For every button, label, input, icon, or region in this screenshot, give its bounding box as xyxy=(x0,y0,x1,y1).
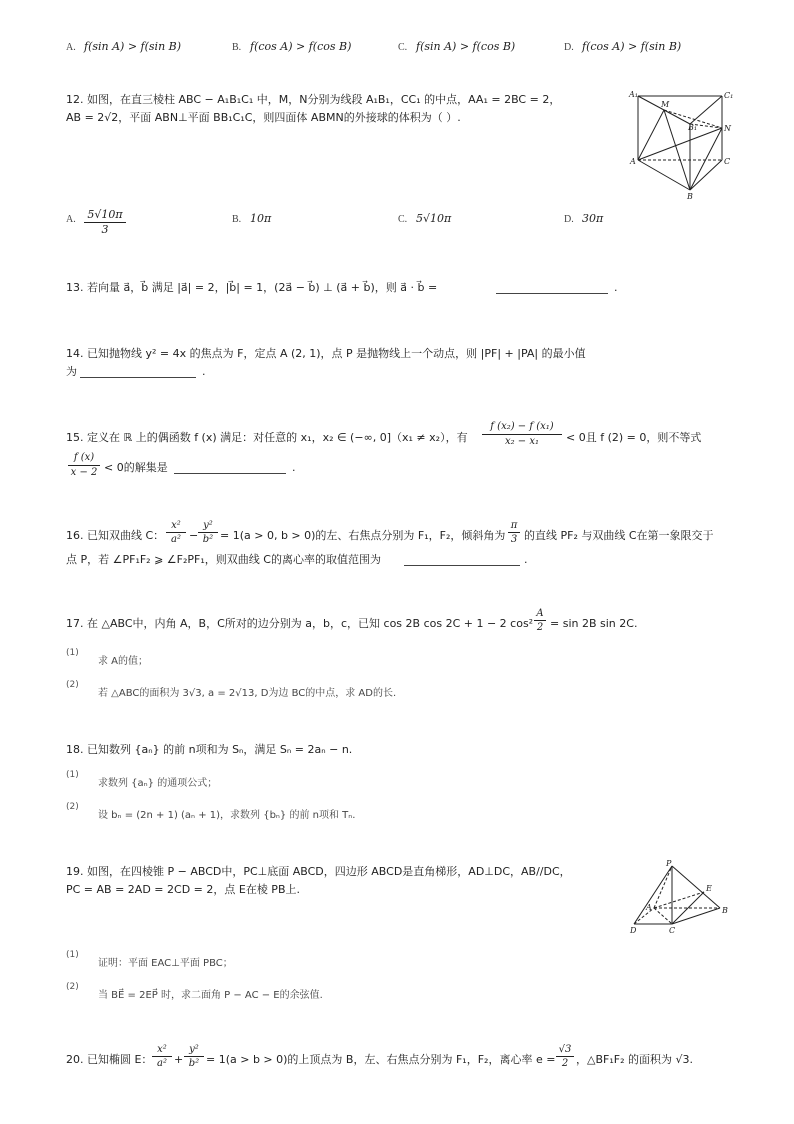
q20-post: ，△BF₁F₂ 的面积为 √3. xyxy=(576,1053,693,1066)
q16-pre: 16. 已知双曲线 C： xyxy=(66,529,165,542)
q16-fraction-angle xyxy=(508,519,520,546)
q12-option-c-letter: C. xyxy=(398,214,408,225)
q19-label-e: E xyxy=(706,884,712,893)
q20-fraction-x xyxy=(152,1043,172,1070)
q11-option-c-letter: C. xyxy=(398,42,408,53)
q13-answer-blank[interactable] xyxy=(496,282,608,294)
q15-end: . xyxy=(292,461,296,474)
q12-option-d-text[interactable]: 30π xyxy=(582,212,604,225)
q20-fraction-y-denominator: b² xyxy=(188,1058,200,1069)
q16-minus: − xyxy=(189,529,199,542)
q20-fraction-e xyxy=(556,1043,574,1070)
q16-line-2: 点 P，若 ∠PF₁F₂ ⩾ ∠F₂PF₁，则双曲线 C的离心率的取值范围为 xyxy=(66,553,381,566)
q16-fraction-y-numerator: y² xyxy=(198,519,218,533)
q12-option-c-text[interactable]: 5√10π xyxy=(416,212,452,225)
q18-part-1-text: 求数列 {aₙ} 的通项公式； xyxy=(98,778,218,789)
q16-fraction-x-denominator: a² xyxy=(171,534,181,545)
q19-part-2-label: (2) xyxy=(66,982,79,992)
q16-fraction-angle-numerator: π xyxy=(508,519,520,533)
q12-label-c1: C₁ xyxy=(724,91,734,100)
q15-line-1a: 15. 定义在 ℝ 上的偶函数 f (x) 满足：对任意的 x₁，x₂ ∈ (−∞, 0]（x₁ ≠ x₂），有 xyxy=(66,431,468,444)
q17-line-1a: 17. 在 △ABC中，内角 A，B，C所对的边分别为 a，b，c，已知 cos 2B cos 2C + 1 − 2 cos² xyxy=(66,617,534,630)
q12-label-m: M xyxy=(661,100,670,109)
q15-fraction-1-denominator: x₂ − x₁ xyxy=(504,436,540,447)
q15-fraction-1-numerator: f (x₂) − f (x₁) xyxy=(482,420,562,435)
q17-part-2-text: 若 △ABC的面积为 3√3, a = 2√13, D为边 BC的中点，求 AD的长. xyxy=(98,688,397,699)
q12-prism-figure xyxy=(628,86,740,202)
q19-label-b: B xyxy=(722,906,728,915)
q13-text: 13. 若向量 a⃗，b⃗ 满足 |a⃗| = 2，|b⃗| = 1，(2a⃗ − b⃗) ⊥ (a⃗ + b⃗)，则 a⃗ · b⃗ = xyxy=(66,281,438,294)
q12-option-a-denominator: 3 xyxy=(101,223,109,236)
q15-line-1b: < 0且 f (2) = 0，则不等式 xyxy=(566,431,702,444)
q11-option-c-text[interactable]: f(sin A) > f(cos B) xyxy=(416,40,516,53)
q17-part-1-label: (1) xyxy=(66,648,79,658)
q14-end: . xyxy=(202,365,206,378)
q17-fraction-denominator: 2 xyxy=(536,622,544,633)
q11-option-d-text[interactable]: f(cos A) > f(sin B) xyxy=(582,40,682,53)
q15-fraction-2-denominator: x − 2 xyxy=(70,467,98,478)
q15-fraction-2 xyxy=(68,451,100,480)
q19-label-p: P xyxy=(666,859,672,868)
q20-pre: 20. 已知椭圆 E： xyxy=(66,1053,153,1066)
q16-fraction-x-numerator: x² xyxy=(166,519,186,533)
q19-pyramid-figure xyxy=(626,858,736,936)
q15-answer-blank[interactable] xyxy=(174,462,286,474)
q15-line-2: < 0的解集是 xyxy=(104,461,168,474)
q16-mid: = 1(a > 0, b > 0)的左、右焦点分别为 F₁，F₂，倾斜角为 xyxy=(220,529,506,542)
q20-fraction-x-denominator: a² xyxy=(157,1058,167,1069)
q12-line-1: 12. 如图，在直三棱柱 ABC − A₁B₁C₁ 中，M，N分别为线段 A₁B₁，CC₁ 的中点，AA₁ = 2BC = 2， xyxy=(66,93,561,106)
q17-fraction-numerator: A xyxy=(534,607,546,621)
q14-answer-blank[interactable] xyxy=(80,366,196,378)
q17-part-1-text: 求 A的值； xyxy=(98,656,149,667)
q16-fraction-x xyxy=(166,519,186,546)
q12-label-a1: A₁ xyxy=(629,90,638,99)
q19-line-2: PC = AB = 2AD = 2CD = 2，点 E在棱 PB上. xyxy=(66,883,300,896)
q19-part-1-label: (1) xyxy=(66,950,79,960)
q12-label-a: A xyxy=(630,157,636,166)
q19-label-a: A xyxy=(646,903,652,912)
q16-answer-blank[interactable] xyxy=(404,554,520,566)
q11-option-b-letter: B. xyxy=(232,42,242,53)
q17-part-2-label: (2) xyxy=(66,680,79,690)
q20-fraction-x-numerator: x² xyxy=(152,1043,172,1057)
q13-end: . xyxy=(614,281,618,294)
q12-label-c: C xyxy=(724,157,731,166)
q18-part-2-label: (2) xyxy=(66,802,79,812)
q18-line-1: 18. 已知数列 {aₙ} 的前 n项和为 Sₙ，满足 Sₙ = 2aₙ − n. xyxy=(66,743,353,756)
q15-fraction-1 xyxy=(482,420,562,449)
q12-option-a-numerator: 5√10π xyxy=(84,208,126,223)
q16-end: . xyxy=(524,553,528,566)
q16-fraction-angle-denominator: 3 xyxy=(510,534,518,545)
q12-option-a-letter: A. xyxy=(66,214,76,225)
q20-fraction-y-numerator: y² xyxy=(184,1043,204,1057)
q14-line-2: 为 xyxy=(66,365,77,378)
q19-label-d: D xyxy=(630,926,637,935)
q12-option-a-fraction[interactable] xyxy=(84,208,126,237)
q12-line-2: AB = 2√2，平面 ABN⊥平面 BB₁C₁C，则四面体 ABMN的外接球的体积为（ ）. xyxy=(66,111,461,124)
q17-line-1b: = sin 2B sin 2C. xyxy=(550,617,638,630)
q15-fraction-2-numerator: f (x) xyxy=(68,451,100,466)
q11-option-a-letter: A. xyxy=(66,42,76,53)
q19-part-2-text: 当 BE⃗ = 2EP⃗ 时，求二面角 P − AC − E的余弦值. xyxy=(98,990,323,1001)
q14-line-1: 14. 已知抛物线 y² = 4x 的焦点为 F，定点 A (2, 1)，点 P 是抛物线上一个动点，则 |PF| + |PA| 的最小值 xyxy=(66,347,586,360)
q19-part-1-text: 证明：平面 EAC⊥平面 PBC； xyxy=(98,958,233,969)
q12-label-b: B xyxy=(687,192,693,201)
q12-label-b1: B₁ xyxy=(688,123,698,132)
q20-fraction-y xyxy=(184,1043,204,1070)
q11-option-d-letter: D. xyxy=(564,42,574,53)
q16-fraction-y-denominator: b² xyxy=(202,534,214,545)
q18-part-2-text: 设 bₙ = (2n + 1) (aₙ + 1)，求数列 {bₙ} 的前 n项和 Tₙ. xyxy=(98,810,356,821)
q18-part-1-label: (1) xyxy=(66,770,79,780)
q20-mid: = 1(a > b > 0)的上顶点为 B，左、右焦点分别为 F₁，F₂，离心率 e = xyxy=(206,1053,556,1066)
q11-option-a-text[interactable]: f(sin A) > f(sin B) xyxy=(84,40,182,53)
q12-option-d-letter: D. xyxy=(564,214,574,225)
q16-post: 的直线 PF₂ 与双曲线 C在第一象限交于 xyxy=(524,529,714,542)
q20-fraction-e-denominator: 2 xyxy=(561,1058,569,1069)
q19-line-1: 19. 如图，在四棱锥 P − ABCD中，PC⊥底面 ABCD，四边形 ABCD是直角梯形，AD⊥DC，AB//DC， xyxy=(66,865,571,878)
q12-option-b-text[interactable]: 10π xyxy=(250,212,272,225)
q12-label-n: N xyxy=(724,124,731,133)
q20-fraction-e-numerator: √3 xyxy=(556,1043,574,1057)
q11-option-b-text[interactable]: f(cos A) > f(cos B) xyxy=(250,40,352,53)
q20-plus: + xyxy=(174,1053,184,1066)
q12-option-b-letter: B. xyxy=(232,214,242,225)
q16-fraction-y xyxy=(198,519,218,546)
q19-label-c: C xyxy=(669,926,676,935)
q17-fraction xyxy=(534,607,546,634)
